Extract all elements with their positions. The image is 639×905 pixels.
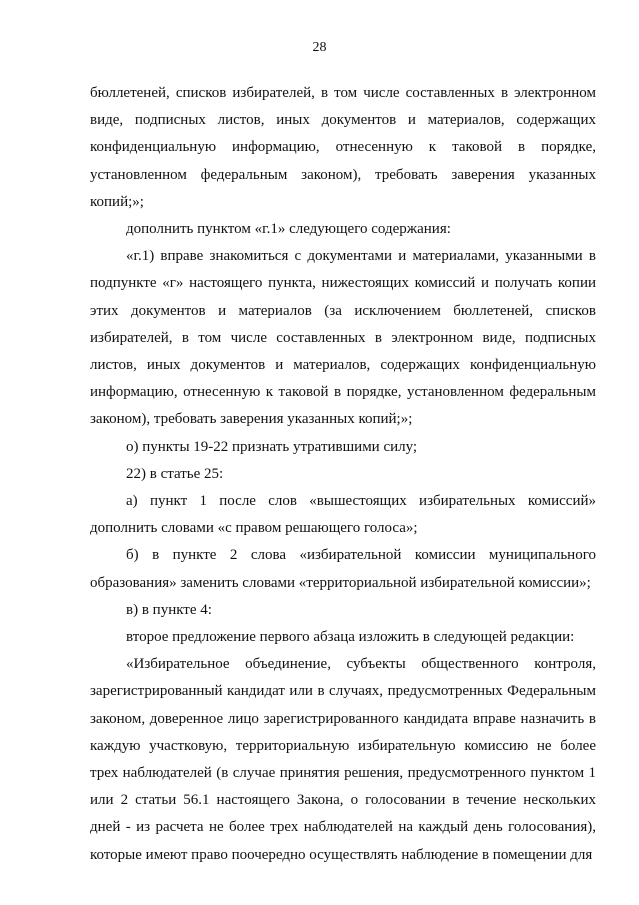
paragraph-item-o: о) пункты 19-22 признать утратившими силу;: [126, 438, 418, 455]
paragraph-quoted-text: «Избирательное объединение, субъекты общественного контроля, зарегистрированный кандидат или в случаях, предусмотренных Федеральным законом, доверенное лицо зарегистрированного кандидата вправе назначить в каждую участковую, территориальную избирательную комиссию не более трех наблюдателей (в случае принятия решения, предусмотренного пунктом 1 или 2 статьи 56.1 настоящего Закона, о голосовании в течение нескольких дней - из расчета не более трех наблюдателей на каждый день голосования), которые имеют право поочередно осуществлять наблюдение в помещении для: [90, 656, 596, 863]
paragraph-subpoint-g1: «г.1) вправе знакомиться с документами и материалами, указанными в подпункте «г» настоящего пункта, нижестоящих комиссий и получать копии этих документов и материалов (за исключением бюллетеней, списков избирателей, в том числе составленных в электронном виде, подписных листов, иных документов и материалов, содержащих конфиденциальную информацию, отнесенную к таковой в порядке, установленном федеральным законом), требовать заверения указанных копий;»;: [90, 248, 596, 428]
paragraph-second-sentence-instruction: второе предложение первого абзаца изложить в следующей редакции:: [126, 629, 575, 646]
paragraph-item-22: 22) в статье 25:: [126, 465, 224, 482]
document-body: [90, 80, 596, 869]
page-number: 28: [312, 40, 327, 55]
paragraph-item-a: а) пункт 1 после слов «вышестоящих избирательных комиссий» дополнить словами «с правом решающего голоса»;: [90, 493, 596, 537]
paragraph-amendment-instruction: дополнить пунктом «г.1» следующего содержания:: [126, 221, 451, 238]
paragraph-item-b: б) в пункте 2 слова «избирательной комиссии муниципального образования» заменить словами «территориальной избирательной комиссии»;: [90, 547, 596, 591]
paragraph-item-v: в) в пункте 4:: [126, 601, 212, 618]
paragraph-continuation: бюллетеней, списков избирателей, в том числе составленных в электронном виде, подписных листов, иных документов и материалов, содержащих конфиденциальную информацию, отнесенную к таковой в порядке, установленном федеральным законом), требовать заверения указанных копий;»;: [90, 85, 596, 210]
